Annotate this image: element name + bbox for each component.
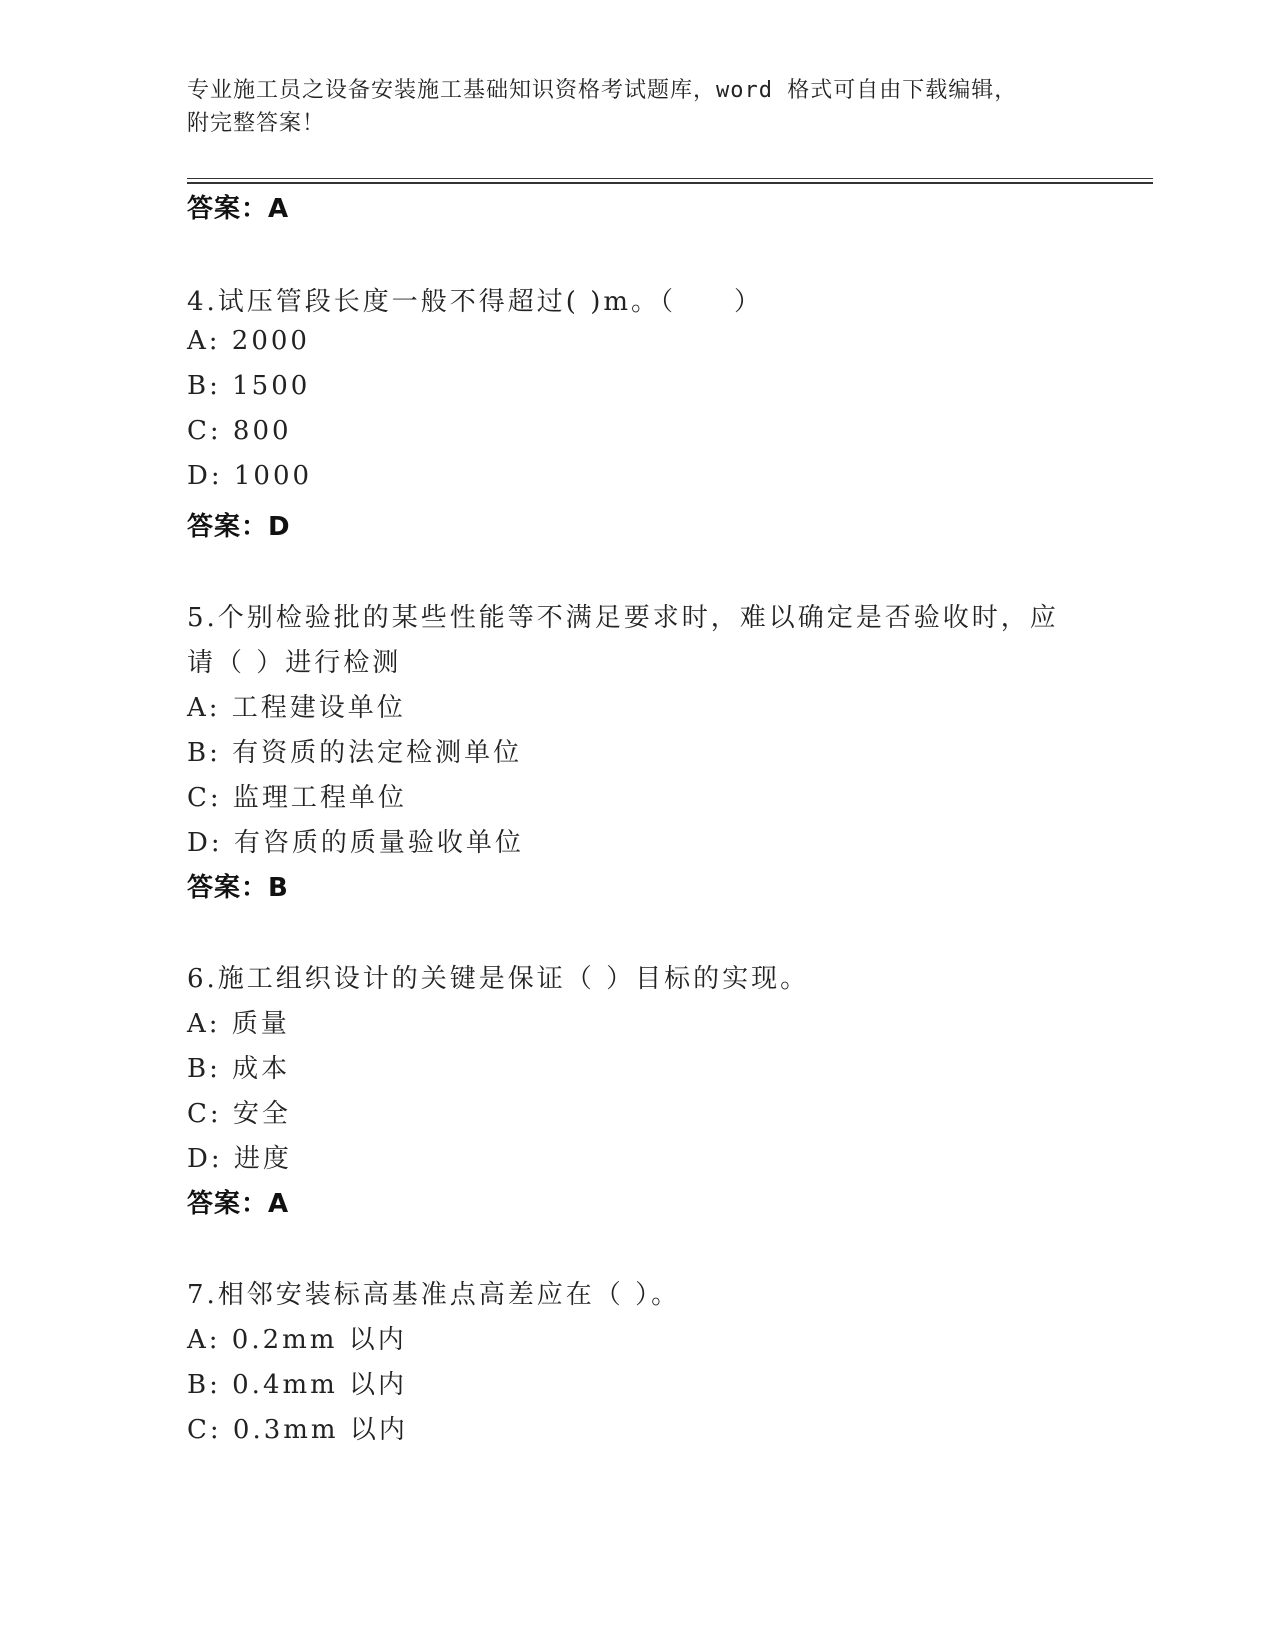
- question-7-option-a: A: 0.2mm 以内: [187, 1325, 407, 1355]
- question-6-stem: 6.施工组织设计的关键是保证（ ）目标的实现。: [187, 964, 810, 994]
- question-5-option-b: B: 有资质的法定检测单位: [187, 738, 523, 768]
- question-4-option-b: B: 1500: [187, 371, 311, 401]
- question-5-option-c: C: 监理工程单位: [187, 783, 407, 813]
- question-5-answer: 答案：B: [187, 873, 289, 903]
- question-5-stem-line-1: 5.个别检验批的某些性能等不满足要求时，难以确定是否验收时，应: [187, 603, 1059, 633]
- question-7-option-c: C: 0.3mm 以内: [187, 1415, 408, 1445]
- question-4-stem: 4.试压管段长度一般不得超过( )m。（ ）: [187, 287, 764, 317]
- question-5-option-d: D: 有咨质的质量验收单位: [187, 828, 524, 858]
- previous-answer: 答案：A: [187, 194, 290, 224]
- question-6-option-c: C: 安全: [187, 1099, 291, 1129]
- question-6-answer: 答案：A: [187, 1189, 290, 1219]
- header-line-1: 专业施工员之设备安装施工基础知识资格考试题库，word 格式可自由下载编辑，: [187, 78, 1018, 103]
- header-line-2: 附完整答案！: [187, 111, 326, 136]
- question-7-stem: 7.相邻安装标高基准点高差应在（ ）。: [187, 1280, 681, 1310]
- question-4-option-a: A: 2000: [187, 326, 310, 356]
- question-4-answer: 答案：D: [187, 512, 291, 542]
- document-header: [187, 74, 1067, 140]
- question-6-option-a: A: 质量: [187, 1009, 290, 1039]
- question-5-option-a: A: 工程建设单位: [187, 693, 406, 723]
- question-6-option-b: B: 成本: [187, 1054, 291, 1084]
- question-7-option-b: B: 0.4mm 以内: [187, 1370, 408, 1400]
- header-divider-thin: [187, 178, 1153, 179]
- question-4-option-d: D: 1000: [187, 461, 313, 491]
- question-4-option-c: C: 800: [187, 416, 292, 446]
- question-6-option-d: D: 进度: [187, 1144, 292, 1174]
- header-divider-thick: [187, 182, 1153, 184]
- question-5-stem-line-2: 请（ ）进行检测: [187, 648, 402, 678]
